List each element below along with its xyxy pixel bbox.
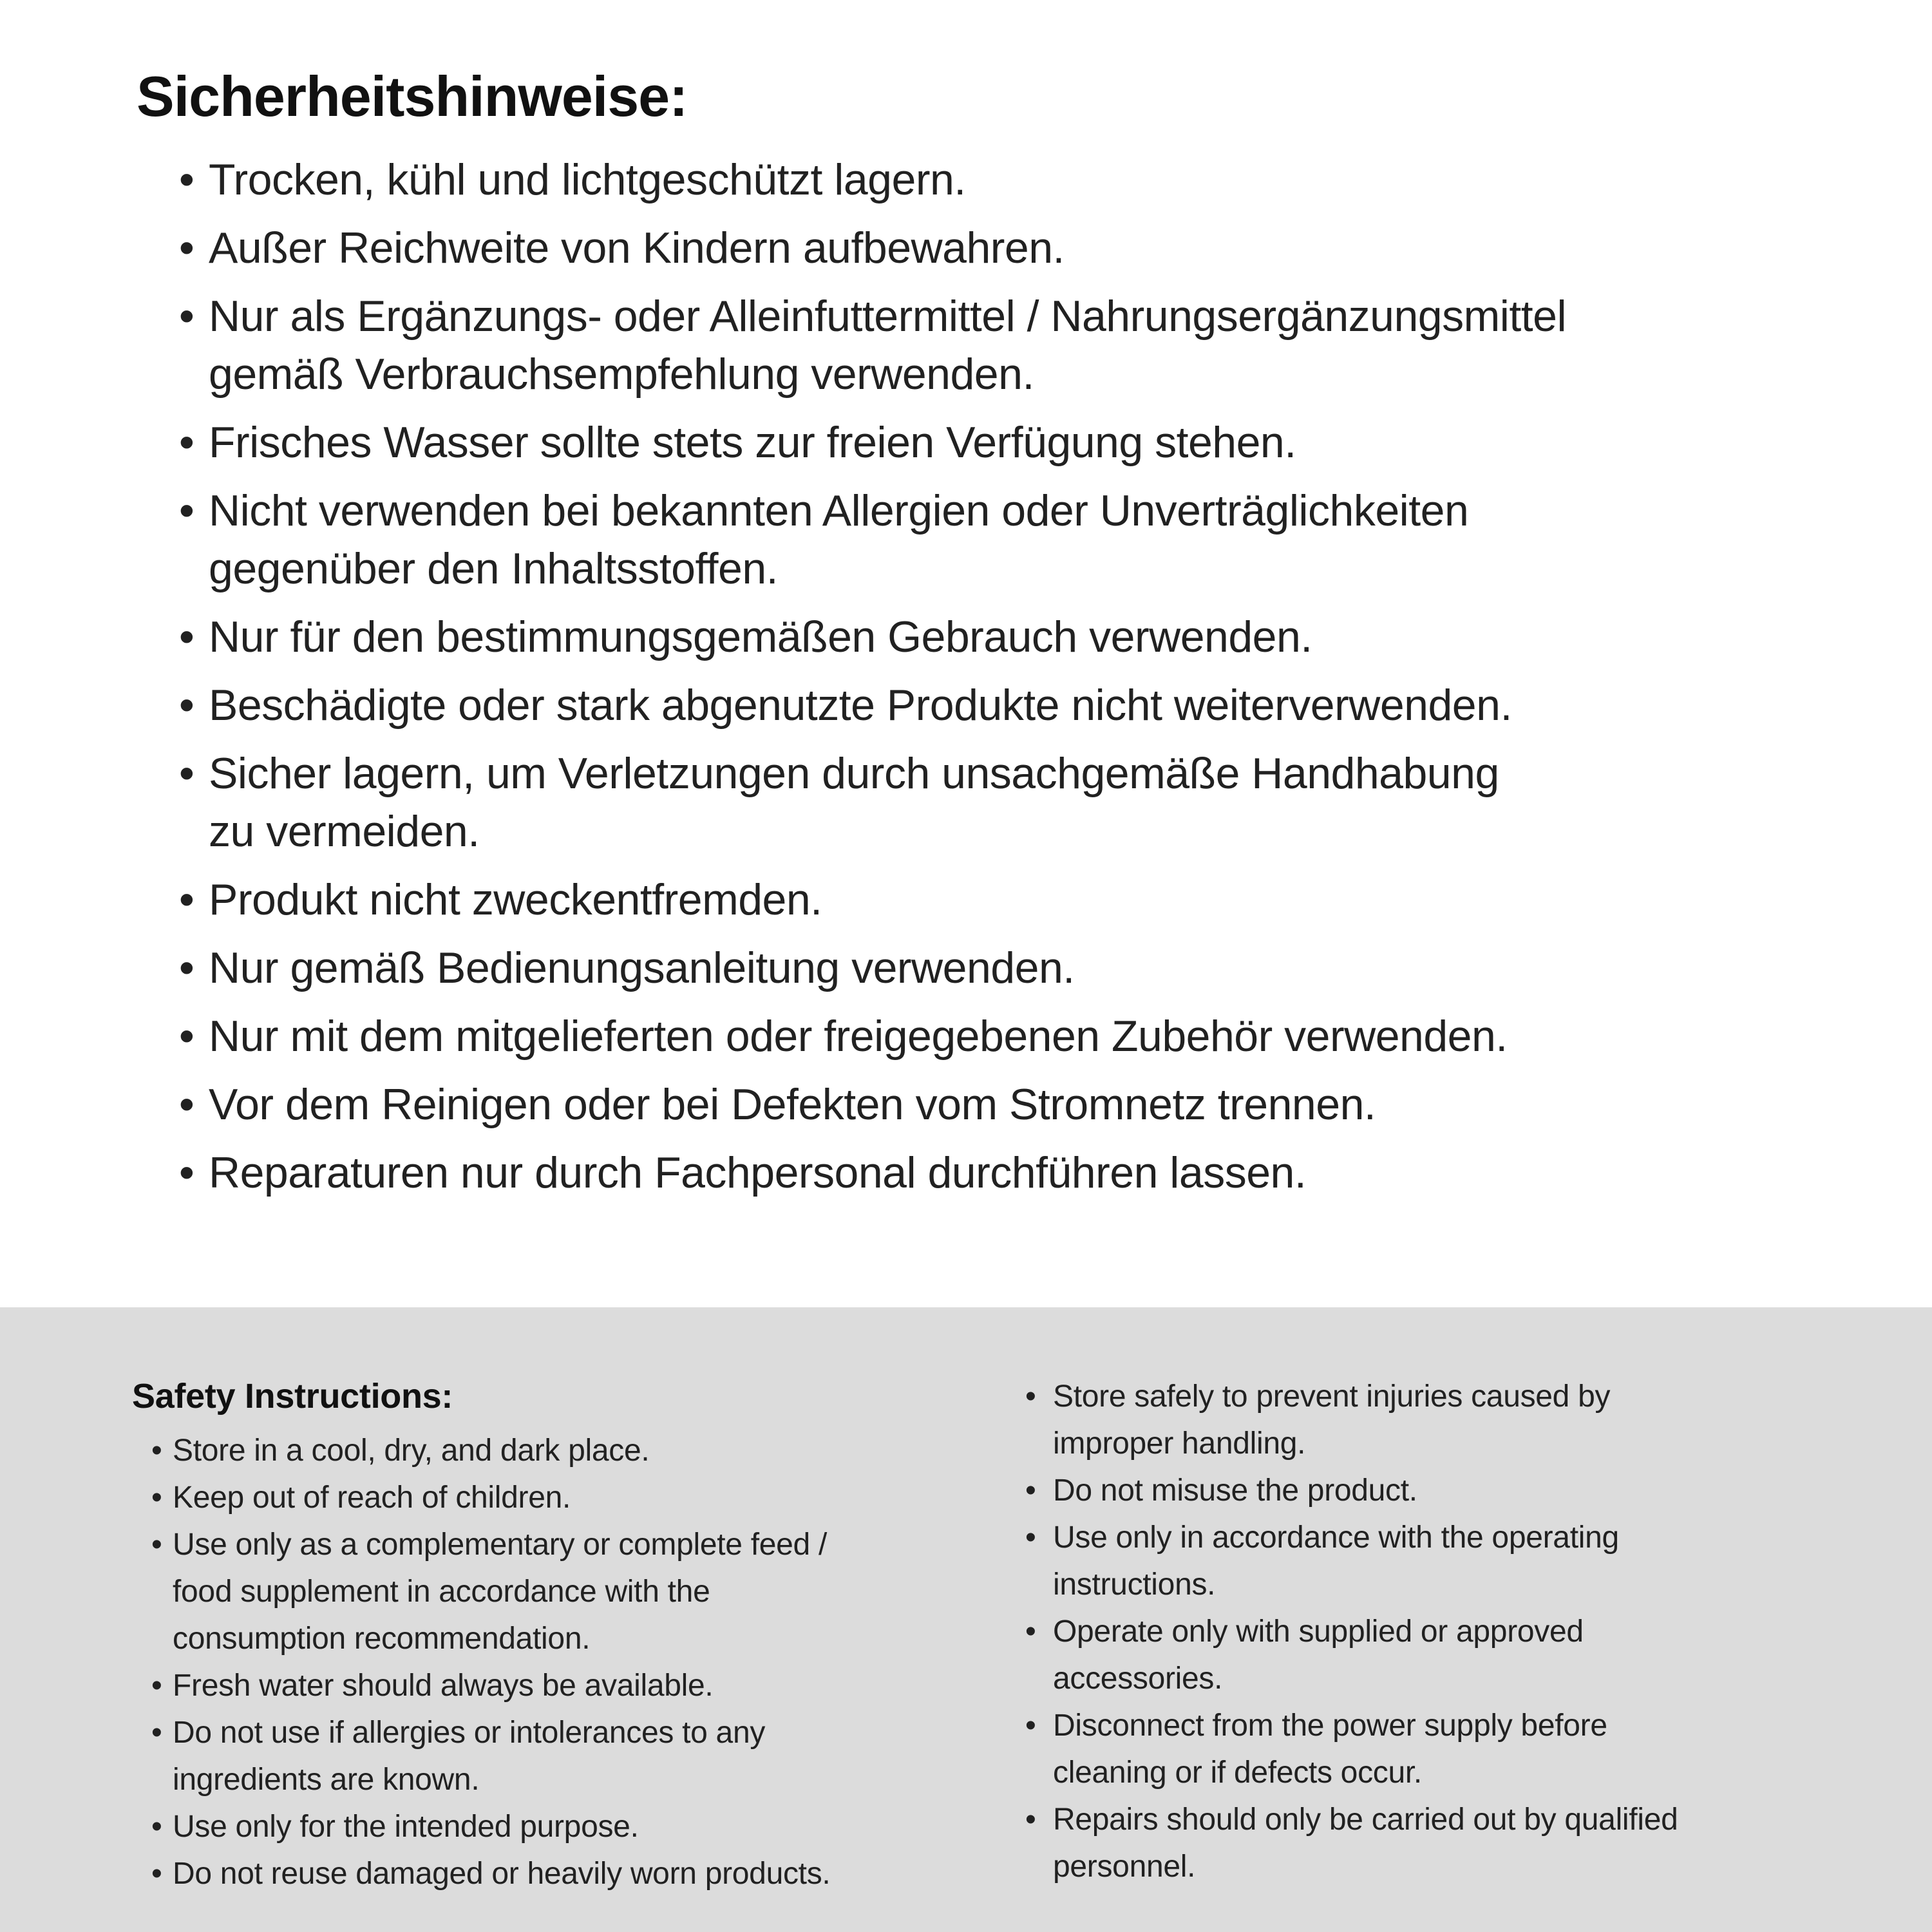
list-item-text: Operate only with supplied or approved accessories. <box>1053 1615 1584 1696</box>
list-item-text: Disconnect from the power supply before cleaning or if defects occur. <box>1053 1709 1607 1790</box>
list-item-text: Use only in accordance with the operating instructions. <box>1053 1520 1619 1602</box>
bullet-icon: • <box>179 1012 194 1061</box>
english-section-title: Safety Instructions: <box>132 1377 453 1416</box>
bullet-icon: • <box>179 943 194 992</box>
bullet-icon: • <box>1025 1803 1036 1837</box>
list-item <box>1025 1373 1901 1467</box>
english-safety-list-left <box>132 1427 1008 1897</box>
bullet-icon: • <box>179 486 194 535</box>
bullet-icon: • <box>151 1481 162 1515</box>
bullet-icon: • <box>1025 1709 1036 1743</box>
list-item-text: Produkt nicht zweckentfremden. <box>209 875 822 924</box>
list-item <box>137 151 1862 209</box>
bullet-icon: • <box>151 1434 162 1468</box>
german-section-title: Sicherheitshinweise: <box>137 64 688 128</box>
list-item-text: Frisches Wasser sollte stets zur freien Verfügung stehen. <box>209 418 1296 467</box>
list-item-text: Beschädigte oder stark abgenutzte Produkte nicht weiterverwenden. <box>209 681 1512 730</box>
bullet-icon: • <box>151 1810 162 1844</box>
bullet-icon: • <box>179 223 194 272</box>
list-item <box>1025 1467 1901 1514</box>
list-item <box>132 1709 1008 1803</box>
list-item-text: Store in a cool, dry, and dark place. <box>173 1434 650 1468</box>
bullet-icon: • <box>179 1080 194 1129</box>
bullet-icon: • <box>1025 1379 1036 1414</box>
bullet-icon: • <box>1025 1615 1036 1649</box>
list-item-text: Do not use if allergies or intolerances to any ingredients are known. <box>173 1716 766 1797</box>
list-item <box>1025 1702 1901 1796</box>
list-item-text: Nur für den bestimmungsgemäßen Gebrauch verwenden. <box>209 612 1312 661</box>
english-right-column <box>1025 1373 1906 1890</box>
list-item-text: Nur mit dem mitgelieferten oder freigegebenen Zubehör verwenden. <box>209 1012 1508 1061</box>
list-item-text: Do not reuse damaged or heavily worn products. <box>173 1857 831 1891</box>
bullet-icon: • <box>179 681 194 730</box>
list-item-text: Nicht verwenden bei bekannten Allergien oder Unverträglichkeiten gegenüber den Inhaltsstoffen. <box>209 486 1469 593</box>
list-item <box>137 939 1862 997</box>
list-item <box>137 287 1862 403</box>
list-item <box>132 1521 1008 1662</box>
list-item <box>132 1474 1008 1521</box>
list-item <box>137 744 1862 860</box>
list-item-text: Nur gemäß Bedienungsanleitung verwenden. <box>209 943 1075 992</box>
list-item-text: Vor dem Reinigen oder bei Defekten vom Stromnetz trennen. <box>209 1080 1376 1129</box>
bullet-icon: • <box>179 418 194 467</box>
english-left-column <box>132 1373 1025 1897</box>
bullet-icon: • <box>179 155 194 204</box>
list-item-text: Nur als Ergänzungs- oder Alleinfuttermittel / Nahrungsergänzungsmittel gemäß Verbrauchsempfehlung verwenden. <box>209 292 1567 399</box>
bullet-icon: • <box>151 1528 162 1562</box>
bullet-icon: • <box>179 875 194 924</box>
bullet-icon: • <box>151 1669 162 1703</box>
bullet-icon: • <box>151 1716 162 1750</box>
bullet-icon: • <box>151 1857 162 1891</box>
bullet-icon: • <box>179 612 194 661</box>
list-item <box>132 1803 1008 1850</box>
list-item <box>137 413 1862 471</box>
list-item-text: Keep out of reach of children. <box>173 1481 571 1515</box>
list-item-text: Use only as a complementary or complete feed / food supplement in accordance with the consumption recommendation. <box>173 1528 828 1656</box>
list-item <box>1025 1796 1901 1890</box>
list-item <box>137 608 1862 666</box>
list-item-text: Repairs should only be carried out by qualified personnel. <box>1053 1803 1678 1884</box>
list-item <box>137 1007 1862 1065</box>
bullet-icon: • <box>179 292 194 341</box>
list-item <box>1025 1608 1901 1702</box>
list-item-text: Use only for the intended purpose. <box>173 1810 639 1844</box>
list-item-text: Store safely to prevent injuries caused by improper handling. <box>1053 1379 1611 1461</box>
bullet-icon: • <box>1025 1473 1036 1508</box>
list-item <box>137 219 1862 277</box>
list-item <box>137 676 1862 734</box>
list-item-text: Trocken, kühl und lichtgeschützt lagern. <box>209 155 966 204</box>
list-item <box>132 1427 1008 1474</box>
list-item-text: Außer Reichweite von Kindern aufbewahren. <box>209 223 1065 272</box>
list-item-text: Do not misuse the product. <box>1053 1473 1417 1508</box>
list-item <box>137 1075 1862 1133</box>
list-item <box>137 871 1862 929</box>
german-safety-list <box>137 151 1862 1202</box>
list-item <box>132 1850 1008 1897</box>
english-safety-list-right <box>1025 1373 1901 1890</box>
list-item <box>137 1144 1862 1202</box>
list-item <box>137 482 1862 598</box>
bullet-icon: • <box>1025 1520 1036 1555</box>
list-item <box>1025 1514 1901 1608</box>
bullet-icon: • <box>179 1148 194 1197</box>
english-safety-section <box>0 1307 1932 1932</box>
list-item-text: Reparaturen nur durch Fachpersonal durchführen lassen. <box>209 1148 1307 1197</box>
list-item-text: Sicher lagern, um Verletzungen durch unsachgemäße Handhabung zu vermeiden. <box>209 749 1499 856</box>
list-item-text: Fresh water should always be available. <box>173 1669 714 1703</box>
bullet-icon: • <box>179 749 194 798</box>
list-item <box>132 1662 1008 1709</box>
